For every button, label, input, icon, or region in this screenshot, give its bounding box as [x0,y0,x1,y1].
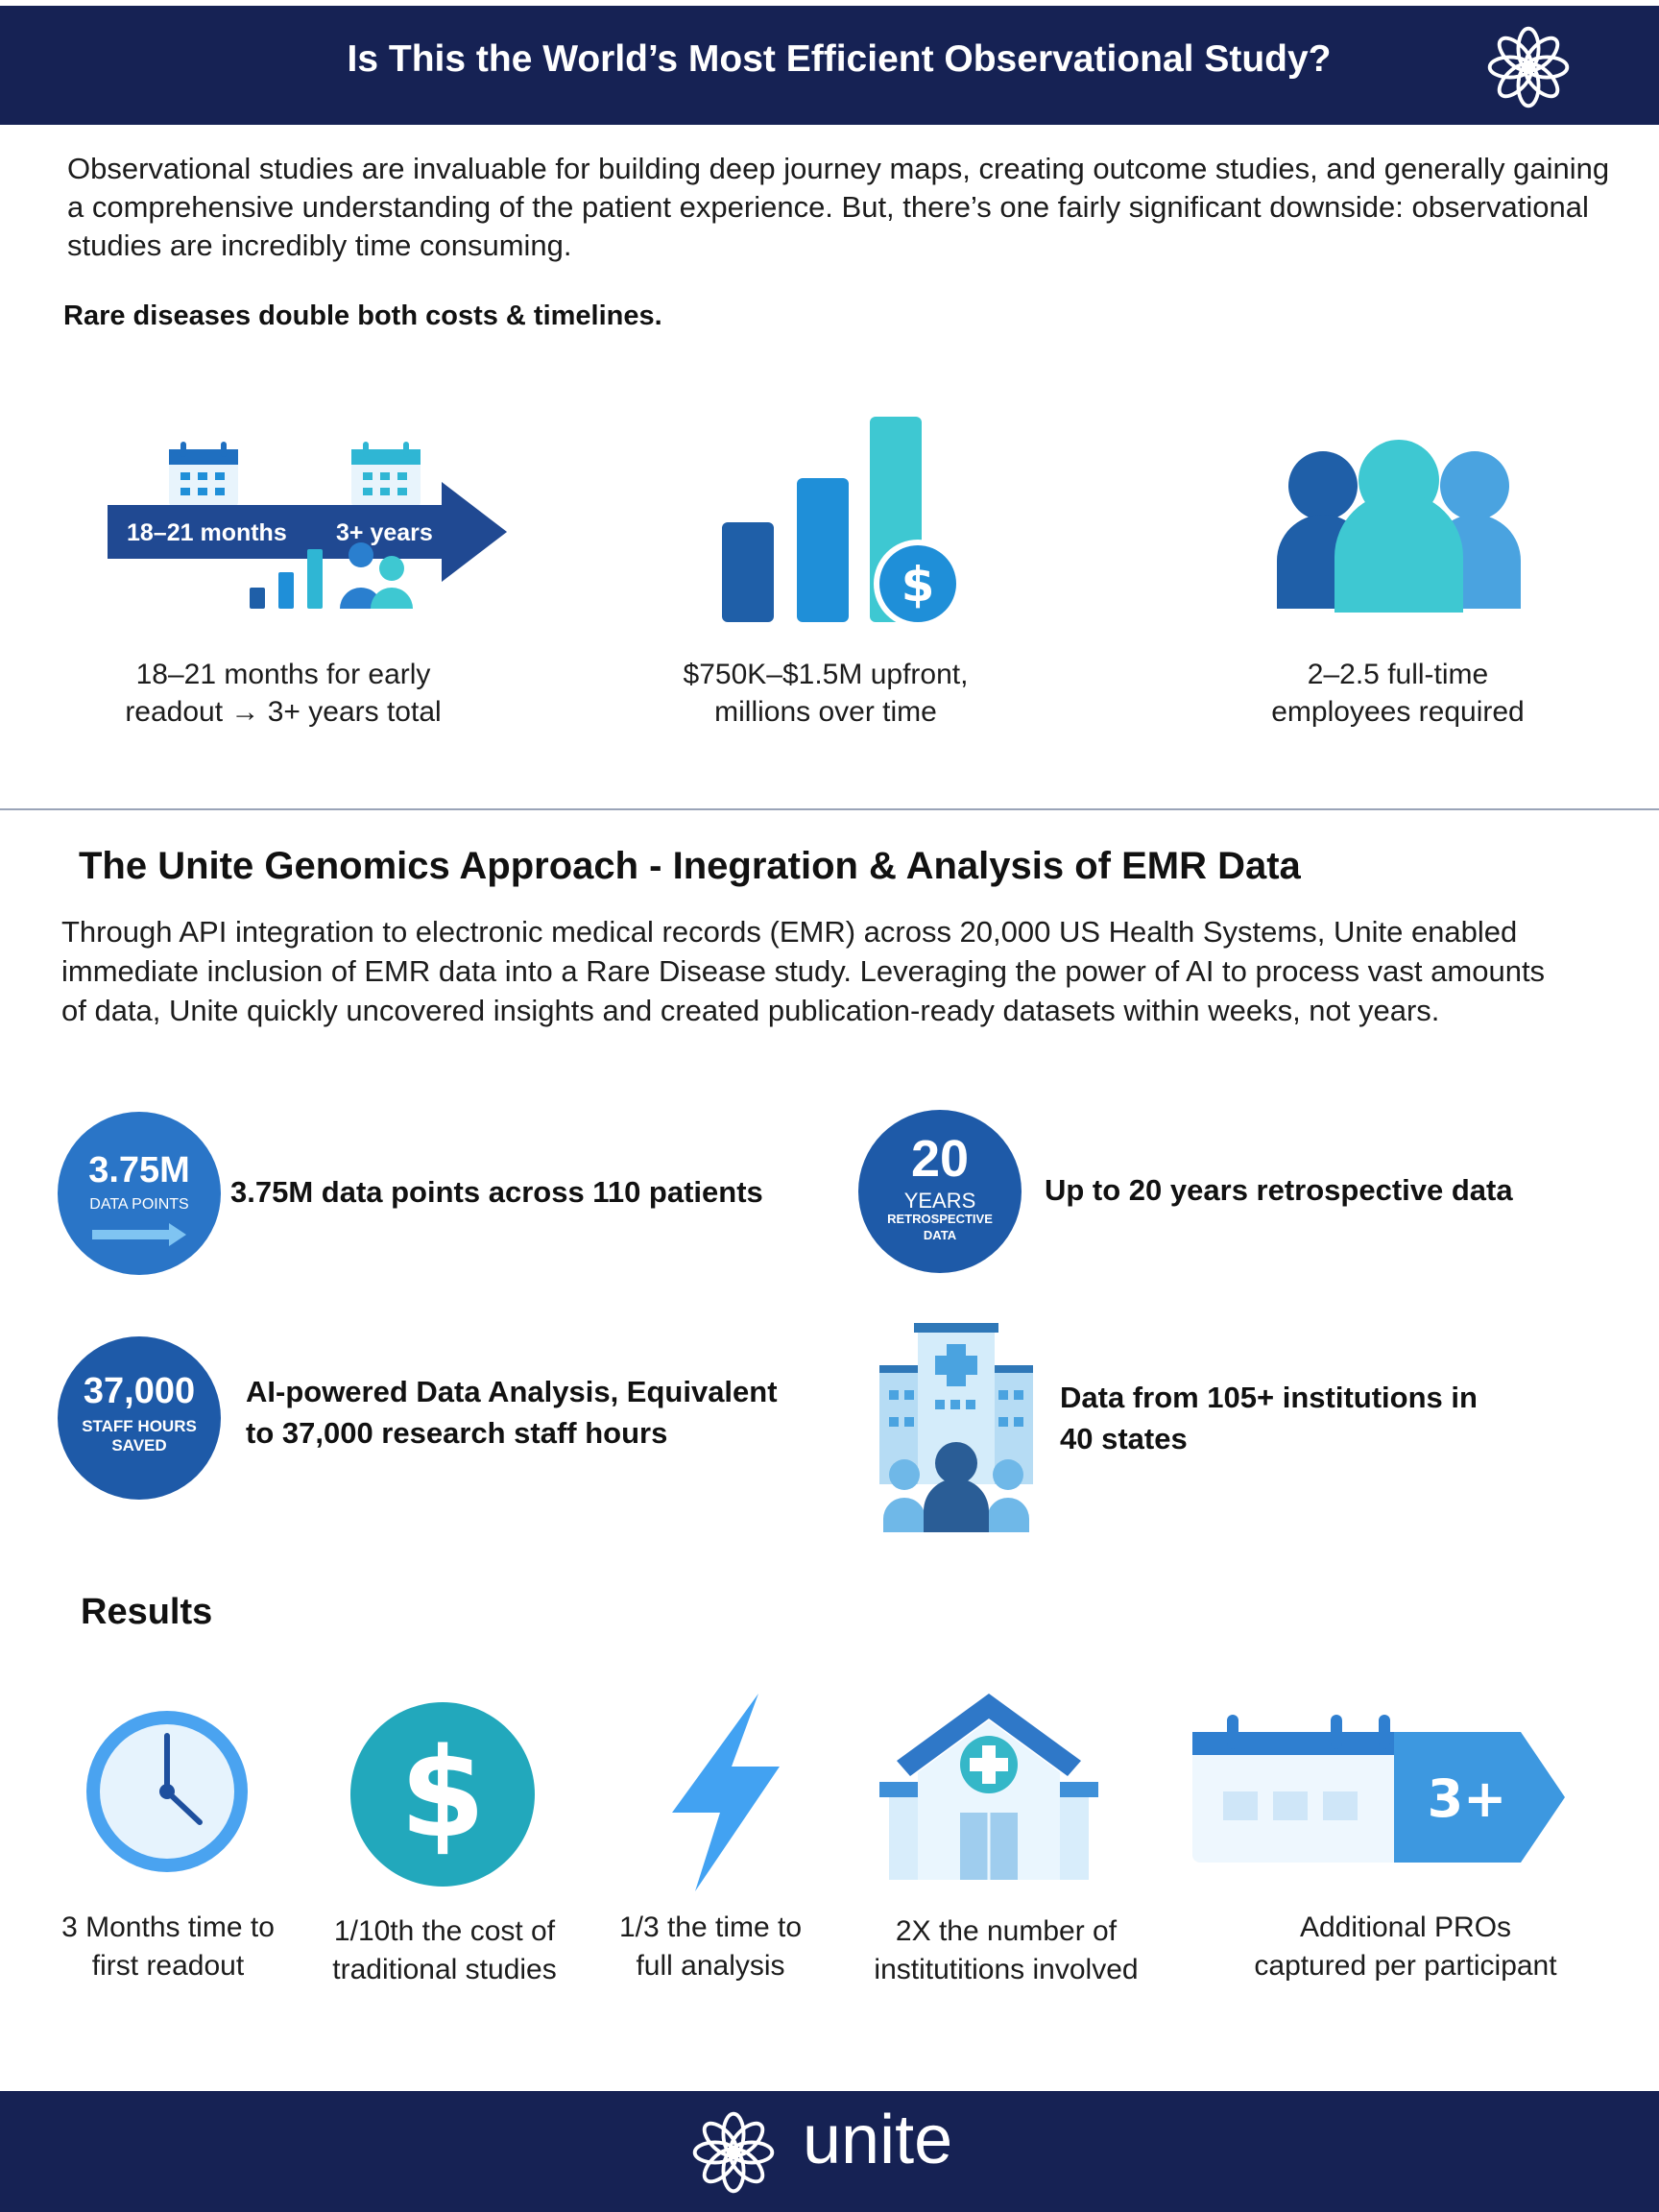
datapoints-badge-label: DATA POINTS [89,1196,189,1213]
bar-chart-dollar-icon [716,415,968,628]
hours-badge [58,1336,221,1500]
dollar-icon [349,1701,536,1887]
timeline-label-months: 18–21 months [127,519,287,546]
svg-text:$: $ [399,1722,486,1865]
results-title: Results [81,1592,213,1632]
svg-text:$: $ [901,557,935,613]
years-badge [858,1110,1022,1273]
clock-icon [81,1705,253,1878]
approach-title: The Unite Genomics Approach - Inegration & Analysis of EMR Data [79,845,1301,887]
approach-body-line-3: of data, Unite quickly uncovered insights and created publication-ready datasets within weeks, not years. [61,994,1440,1027]
staff-caption-2: employees required [1271,696,1525,728]
result-2-line-1: 1/10th the cost of [333,1915,556,1947]
footer-brand: unite [803,2102,953,2178]
flower-logo-icon [1482,21,1575,113]
years-badge-value: 20 [910,1130,970,1188]
result-4-line-1: 2X the number of [895,1915,1118,1947]
intro-subhead: Rare diseases double both costs & timelines. [63,301,662,331]
calendar-icon [169,442,238,507]
intro-paragraph: Observational studies are invaluable for building deep journey maps, creating outcome studies, and generally gaining a comprehensive understanding of the patient experience. But, there’s one fairly significant downside: observational studies are incredibly time consuming. [67,152,1610,262]
hospital-icon [876,1690,1102,1882]
hours-badge-value: 37,000 [83,1371,196,1411]
result-1-line-1: 3 Months time to [61,1911,275,1943]
page-title: Is This the World’s Most Efficient Observational Study? [347,38,1332,80]
arrow-right-icon [92,1223,188,1246]
flower-logo-icon [687,2106,780,2199]
result-2-line-2: traditional studies [332,1954,557,1985]
approach-body-line-2: immediate inclusion of EMR data into a Rare Disease study. Leveraging the power of AI to process vast amounts [61,954,1546,988]
hours-badge-label-2: SAVED [111,1436,167,1455]
datapoints-badge-value: 3.75M [88,1150,190,1190]
datapoints-badge [58,1112,221,1275]
money-caption-1: $750K–$1.5M upfront, [683,659,969,690]
section-divider [0,808,1659,810]
lightning-icon [668,1692,783,1893]
datapoints-text: 3.75M data points across 110 patients [230,1175,763,1209]
calendar-icon-teal [351,442,421,507]
years-badge-label-1: RETROSPECTIVE [887,1212,993,1226]
calendar-arrow-icon [1189,1711,1567,1864]
hours-badge-label-1: STAFF HOURS [82,1417,197,1435]
result-5-line-1: Additional PROs [1299,1911,1512,1943]
result-5-line-2: captured per participant [1254,1950,1557,1982]
years-badge-label-2: DATA [923,1228,957,1242]
staff-people-icon [1273,438,1525,613]
timeline-caption-1: 18–21 months for early [135,659,431,690]
approach-body-line-1: Through API integration to electronic medical records (EMR) across 20,000 US Health Systems, Unite enabled [61,915,1518,949]
timeline-caption-2: readout → 3+ years total [125,696,442,728]
result-4-line-2: institutitions involved [874,1954,1139,1985]
money-caption-2: millions over time [714,696,937,728]
timeline-label-years: 3+ years [336,519,433,546]
institutions-text-2: 40 states [1060,1422,1188,1455]
institutions-text-1: Data from 105+ institutions in [1060,1381,1478,1414]
result-3-line-1: 1/3 the time to [618,1911,803,1943]
staff-caption-1: 2–2.5 full-time [1307,659,1489,690]
result-3-line-2: full analysis [636,1950,785,1982]
hours-text-2: to 37,000 research staff hours [246,1416,668,1450]
calendar-badge-text: 3+ [1427,1768,1507,1829]
years-text: Up to 20 years retrospective data [1045,1173,1513,1207]
hours-text-1: AI-powered Data Analysis, Equivalent [246,1375,778,1408]
result-1-line-2: first readout [91,1950,245,1982]
hospital-people-icon [876,1323,1037,1532]
years-badge-unit: YEARS [903,1189,976,1213]
